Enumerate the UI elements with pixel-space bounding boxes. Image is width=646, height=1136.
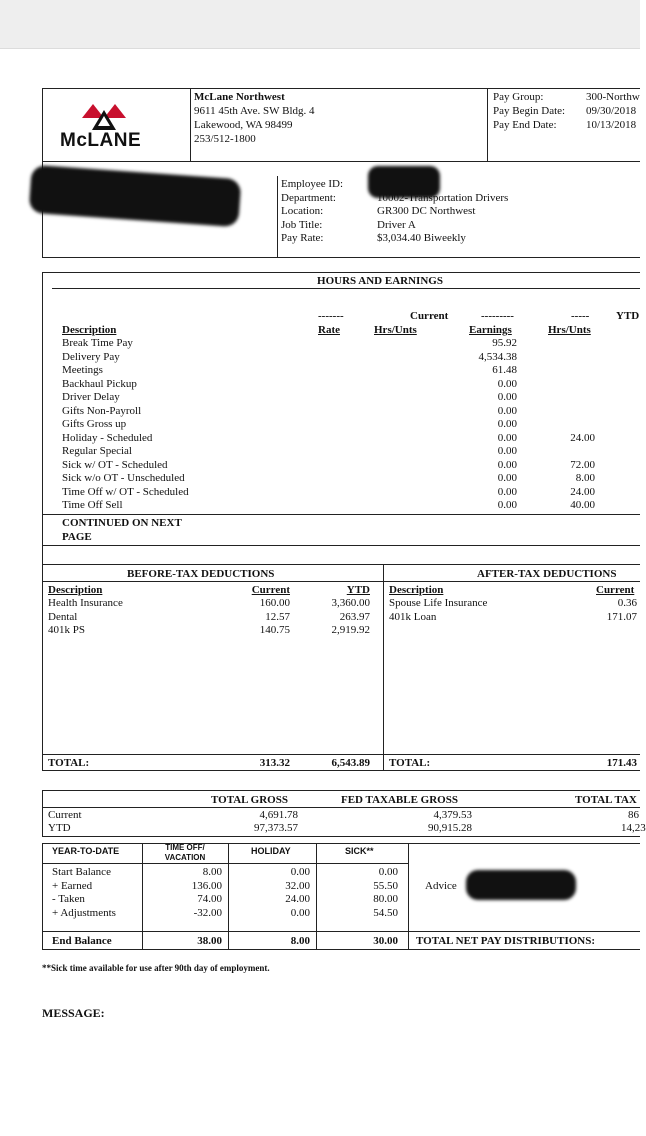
divider (42, 807, 640, 808)
table-cell: 61.48 (492, 364, 517, 376)
table-row: Backhaul Pickup (62, 377, 137, 390)
table-cell: 0.00 (497, 404, 517, 417)
before-tax-total-label: TOTAL: (48, 757, 90, 769)
rate-dashes: ------- (318, 310, 344, 322)
location-value: GR300 DC Northwest (377, 205, 476, 217)
table-cell: 0.00 (378, 866, 398, 878)
company-address-line: 9611 45th Ave. SW Bldg. 4 (194, 105, 315, 117)
table-cell: 136.00 (191, 879, 222, 892)
table-cell: 24.00 (570, 485, 595, 498)
divider (42, 88, 43, 161)
table-cell: 72.00 (570, 458, 595, 471)
continued-notice: PAGE (62, 531, 92, 543)
table-row: Holiday - Scheduled (62, 431, 153, 444)
table-row: 401k Loan (389, 610, 437, 623)
balance-row-labels (52, 866, 116, 920)
divider (42, 843, 640, 844)
earnings-amounts (440, 337, 517, 513)
after-tax-current (570, 597, 637, 624)
ytd-dashes: ----- (571, 310, 590, 322)
col-rate: Rate (318, 324, 340, 336)
table-cell: 3,360.00 (331, 597, 370, 609)
divider (42, 843, 43, 949)
divider (42, 949, 640, 950)
total-gross-label: TOTAL GROSS (211, 794, 288, 806)
sick-values (324, 866, 398, 920)
table-cell: 140.75 (259, 624, 290, 636)
before-tax-current (220, 597, 290, 638)
after-tax-col-current: Current (596, 584, 635, 596)
table-cell: 0.00 (497, 472, 517, 484)
table-cell: 263.97 (339, 610, 370, 623)
table-cell: 0.00 (497, 499, 517, 511)
table-cell (530, 391, 595, 405)
gross-current-label: Current (48, 809, 82, 821)
divider (42, 272, 43, 564)
continued-notice: CONTINUED ON NEXT (62, 517, 182, 529)
location-label: Location: (281, 205, 324, 217)
table-cell (530, 405, 595, 419)
divider (190, 88, 191, 161)
table-cell: 0.00 (290, 866, 310, 878)
col-hrs-units: Hrs/Unts (374, 324, 417, 336)
company-address-line: Lakewood, WA 98499 (194, 119, 293, 131)
divider (42, 564, 640, 565)
table-cell: 74.00 (197, 893, 222, 905)
table-cell: 55.50 (373, 879, 398, 892)
taken-label: - Taken (52, 893, 85, 905)
total-tax-ytd: 14,23 (621, 822, 646, 834)
col-earnings: Earnings (469, 324, 512, 336)
time-off-label: TIME OFF/ (165, 843, 205, 852)
table-row: Break Time Pay (62, 337, 133, 349)
table-cell: 8.00 (202, 866, 222, 878)
before-tax-total-current: 313.32 (259, 757, 290, 769)
status-bar (0, 0, 640, 49)
table-cell (530, 378, 595, 392)
logo-arrows-icon (82, 104, 126, 130)
table-row: Health Insurance (48, 597, 123, 609)
table-cell: 80.00 (373, 893, 398, 905)
table-cell: 0.00 (497, 458, 517, 471)
employee-id-label: Employee ID: (281, 178, 344, 190)
before-tax-descriptions (48, 597, 123, 638)
earnings-ytd-hours (530, 337, 595, 513)
col-description: Description (62, 324, 117, 336)
before-tax-col-description: Description (48, 584, 103, 596)
table-row: Regular Special (62, 445, 132, 457)
sick-label: SICK** (345, 846, 374, 856)
table-row: Delivery Pay (62, 350, 120, 363)
logo-text: McLANE (60, 130, 142, 151)
divider (42, 770, 640, 771)
table-cell: 171.07 (606, 610, 637, 623)
divider (42, 257, 640, 258)
divider (408, 843, 409, 949)
redacted-advice-number (466, 870, 576, 900)
job-title-label: Job Title: (281, 218, 323, 231)
message-label: MESSAGE: (42, 1006, 105, 1020)
divider (42, 545, 640, 546)
department-label: Department: (281, 191, 336, 204)
pay-group-value: 300-Northw (586, 91, 640, 103)
table-row: Sick w/ OT - Scheduled (62, 458, 168, 471)
divider (383, 564, 384, 770)
gross-ytd-label: YTD (48, 822, 71, 834)
table-cell: 0.00 (497, 377, 517, 390)
before-tax-ytd (300, 597, 370, 638)
ytd-label: YTD (616, 310, 640, 322)
table-cell: 160.00 (259, 597, 290, 609)
table-row: Driver Delay (62, 391, 120, 403)
end-sick: 30.00 (373, 935, 398, 947)
holiday-label: HOLIDAY (251, 846, 291, 856)
before-tax-col-ytd: YTD (346, 584, 370, 596)
vacation-label: VACATION (164, 853, 206, 862)
year-to-date-label: YEAR-TO-DATE (52, 846, 120, 856)
after-tax-title: AFTER-TAX DEDUCTIONS (477, 568, 617, 580)
divider (42, 931, 640, 932)
redacted-employee-name (29, 165, 242, 228)
table-cell: 95.92 (492, 337, 517, 349)
company-name: McLane Northwest (194, 91, 285, 103)
divider (42, 581, 640, 582)
employee-id-value (377, 178, 508, 192)
total-tax-label: TOTAL TAX (575, 794, 637, 806)
pay-begin-label: Pay Begin Date: (493, 105, 566, 117)
table-cell: 24.00 (570, 431, 595, 444)
employee-values (377, 178, 508, 246)
table-cell: 8.00 (575, 472, 595, 484)
table-cell: 0.00 (290, 906, 310, 919)
company-phone: 253/512-1800 (194, 133, 256, 145)
pay-end-label: Pay End Date: (493, 119, 557, 131)
divider (42, 863, 408, 864)
table-row: Dental (48, 610, 78, 623)
company-logo (60, 104, 176, 152)
before-tax-title: BEFORE-TAX DEDUCTIONS (127, 568, 275, 580)
col-ytd-hrs-units: Hrs/Unts (548, 324, 591, 336)
after-tax-descriptions (389, 597, 487, 624)
table-cell: 0.36 (617, 597, 637, 609)
job-title-value: Driver A (377, 218, 416, 231)
end-balance-label: End Balance (52, 935, 112, 947)
divider (42, 514, 640, 515)
fed-taxable-gross-label: FED TAXABLE GROSS (341, 794, 458, 806)
total-tax-current: 86 (628, 809, 639, 821)
table-row: Gifts Non-Payroll (62, 404, 142, 417)
divider (228, 843, 229, 949)
table-cell: 24.00 (285, 893, 310, 905)
after-tax-col-description: Description (389, 584, 444, 596)
table-cell: 0.00 (497, 445, 517, 457)
time-off-values (150, 866, 222, 920)
total-gross-current: 4,691.78 (259, 809, 298, 821)
divider (277, 176, 278, 257)
pay-rate-value: $3,034.40 Biweekly (377, 232, 466, 244)
start-balance-label: Start Balance (52, 866, 111, 878)
fed-taxable-current: 4,379.53 (433, 809, 472, 821)
table-cell: 0.00 (497, 418, 517, 430)
table-cell: 0.00 (497, 431, 517, 444)
earned-label: + Earned (52, 879, 93, 892)
table-cell: 2,919.92 (331, 624, 370, 636)
divider (487, 88, 488, 161)
table-cell (530, 351, 595, 365)
pay-rate-label: Pay Rate: (281, 232, 324, 244)
divider (42, 790, 640, 791)
current-label: Current (410, 310, 449, 322)
divider (42, 564, 43, 770)
divider (42, 161, 640, 162)
after-tax-total-label: TOTAL: (389, 757, 431, 769)
department-value: 10002-Transportation Drivers (377, 191, 509, 204)
table-cell: -32.00 (193, 906, 222, 919)
table-cell: 4,534.38 (478, 350, 517, 363)
divider (42, 836, 640, 837)
table-cell (530, 418, 595, 432)
table-row: Sick w/o OT - Unscheduled (62, 472, 185, 484)
employee-labels (281, 178, 343, 246)
end-time-off: 38.00 (197, 935, 222, 947)
table-row: 401k PS (48, 624, 85, 636)
divider (42, 88, 640, 89)
table-cell: 0.00 (497, 485, 517, 498)
before-tax-total-ytd: 6,543.89 (331, 757, 370, 769)
total-gross-ytd: 97,373.57 (254, 822, 298, 834)
time-off-vacation-label (142, 843, 228, 863)
pay-end-value: 10/13/2018 (586, 119, 637, 131)
advice-label: Advice (425, 880, 457, 892)
divider (42, 272, 640, 273)
table-cell: 0.00 (497, 391, 517, 403)
adjustments-label: + Adjustments (52, 906, 116, 919)
divider (52, 288, 640, 289)
divider (316, 843, 317, 949)
divider (42, 754, 640, 755)
holiday-values (236, 866, 310, 920)
pay-group-label: Pay Group: (493, 91, 544, 103)
end-holiday: 8.00 (290, 935, 310, 947)
table-cell: 32.00 (285, 879, 310, 892)
table-cell: 40.00 (570, 499, 595, 511)
before-tax-col-current: Current (251, 584, 290, 596)
table-cell (530, 337, 595, 351)
sick-time-footnote: **Sick time available for use after 90th day of employment. (42, 963, 270, 973)
table-cell (530, 364, 595, 378)
after-tax-total-current: 171.43 (606, 757, 637, 769)
table-row: Gifts Gross up (62, 418, 127, 430)
divider (42, 790, 43, 836)
pay-begin-value: 09/30/2018 (586, 105, 637, 117)
table-cell: 12.57 (265, 610, 290, 623)
table-row: Spouse Life Insurance (389, 597, 488, 609)
earnings-dashes: --------- (481, 310, 514, 322)
table-row: Time Off w/ OT - Scheduled (62, 485, 189, 498)
fed-taxable-ytd: 90,915.28 (428, 822, 472, 834)
earnings-title: HOURS AND EARNINGS (317, 275, 443, 287)
earnings-descriptions (62, 337, 189, 513)
net-pay-distributions-label: TOTAL NET PAY DISTRIBUTIONS: (416, 935, 596, 947)
table-row: Time Off Sell (62, 499, 123, 511)
table-row: Meetings (62, 364, 103, 376)
table-cell (530, 445, 595, 459)
table-cell: 54.50 (373, 906, 398, 919)
